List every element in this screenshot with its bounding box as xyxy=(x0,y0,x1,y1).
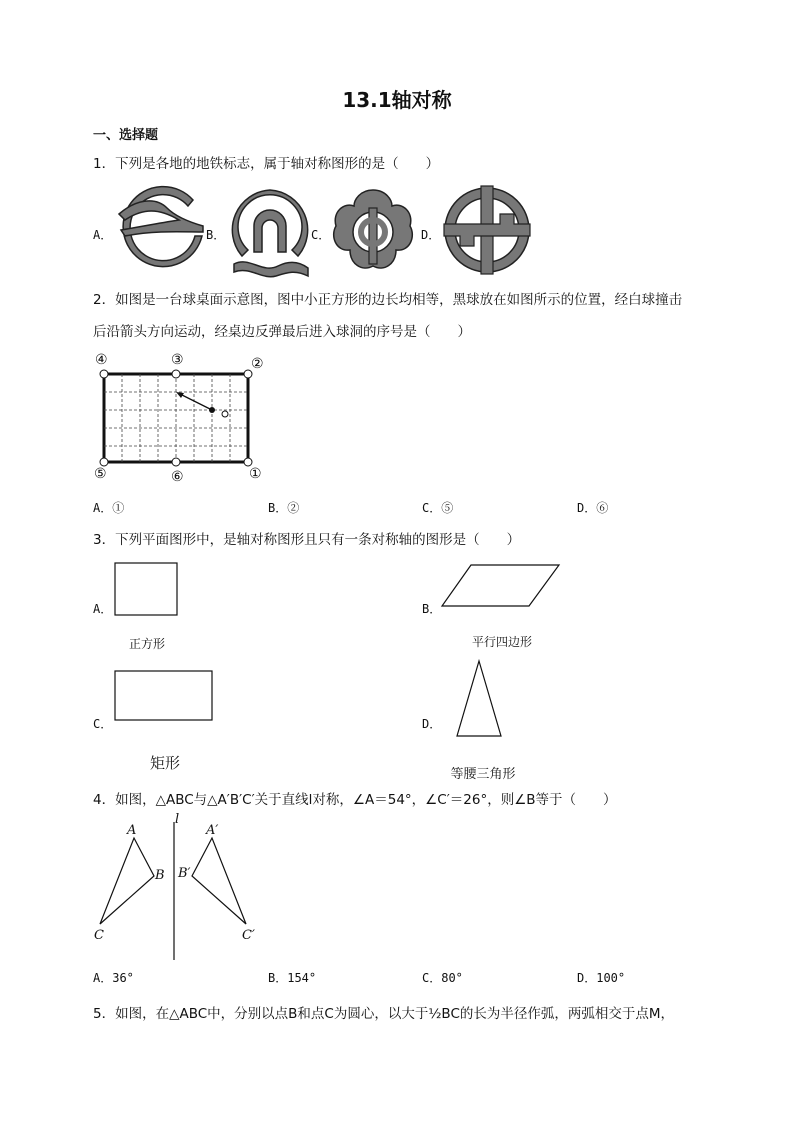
q4-stem: 4．如图，△ABC与△A′B′C′关于直线l对称，∠A＝54°，∠C′＝26°，则∠B等于（ ） xyxy=(93,792,617,808)
label-a: A xyxy=(127,823,137,838)
label-c-prime: C′ xyxy=(242,928,255,943)
label-a-prime: A′ xyxy=(206,823,219,838)
q2-option-a: A．① xyxy=(93,501,125,515)
square-shape xyxy=(114,562,178,616)
label-line-l: l xyxy=(175,812,180,827)
q1-option-d: D． xyxy=(421,228,441,242)
q4-option-a: A．36° xyxy=(93,971,134,985)
q5-stem: 5．如图，在△ABC中，分别以点B和点C为圆心，以大于½BC的长为半径作弧，两弧相交于点M， xyxy=(93,1006,675,1022)
q2-stem-line2: 后沿箭头方向运动，经桌边反弹最后进入球洞的序号是（ ） xyxy=(93,324,471,340)
q3-caption-parallelogram: 平行四边形 xyxy=(471,635,532,649)
q2-option-d: D．⑥ xyxy=(577,501,609,515)
q4-option-d: D．100° xyxy=(577,971,626,985)
hole-label-2: ② xyxy=(251,356,264,372)
rectangle-shape xyxy=(114,670,214,722)
hole-label-4: ④ xyxy=(95,352,108,368)
label-c: C xyxy=(94,928,104,943)
q4-option-b: B．154° xyxy=(268,971,317,985)
hole-label-1: ① xyxy=(249,466,262,482)
isosceles-triangle-shape xyxy=(455,660,505,738)
parallelogram-shape xyxy=(441,564,561,608)
q3-option-b: B． xyxy=(422,602,442,616)
hole-label-5: ⑤ xyxy=(94,466,107,482)
metro-logo-c-icon xyxy=(330,186,416,276)
label-b: B xyxy=(155,868,165,883)
q3-caption-rectangle: 矩形 xyxy=(149,754,180,772)
page-title: 13.1轴对称 xyxy=(342,88,452,112)
label-b-prime: B′ xyxy=(178,866,191,881)
q3-option-c: C． xyxy=(93,717,113,731)
hole-label-6: ⑥ xyxy=(171,469,184,485)
q1-stem: 1．下列是各地的地铁标志，属于轴对称图形的是（ ） xyxy=(93,156,440,172)
q2-stem-line1: 2．如图是一台球桌面示意图，图中小正方形的边长均相等，黑球放在如图所示的位置，经白球撞击 xyxy=(93,292,683,308)
metro-logo-b-icon xyxy=(226,186,314,278)
metro-logo-d-icon xyxy=(440,184,534,276)
q3-caption-triangle: 等腰三角形 xyxy=(450,767,516,782)
q3-option-a: A． xyxy=(93,602,113,616)
q4-option-c: C．80° xyxy=(422,971,463,985)
q3-option-d: D． xyxy=(422,717,442,731)
metro-logo-a-icon xyxy=(115,186,210,274)
q2-option-b: B．② xyxy=(268,501,300,515)
q3-stem: 3．下列平面图形中，是轴对称图形且只有一条对称轴的图形是（ ） xyxy=(93,532,521,548)
q2-option-c: C．⑤ xyxy=(422,501,454,515)
q1-option-a: A． xyxy=(93,228,113,242)
q3-caption-square: 正方形 xyxy=(128,637,165,651)
hole-label-3: ③ xyxy=(171,352,184,368)
section-heading: 一、选择题 xyxy=(93,128,159,143)
q1-option-b: B． xyxy=(206,228,226,242)
q1-option-c: C． xyxy=(311,228,331,242)
